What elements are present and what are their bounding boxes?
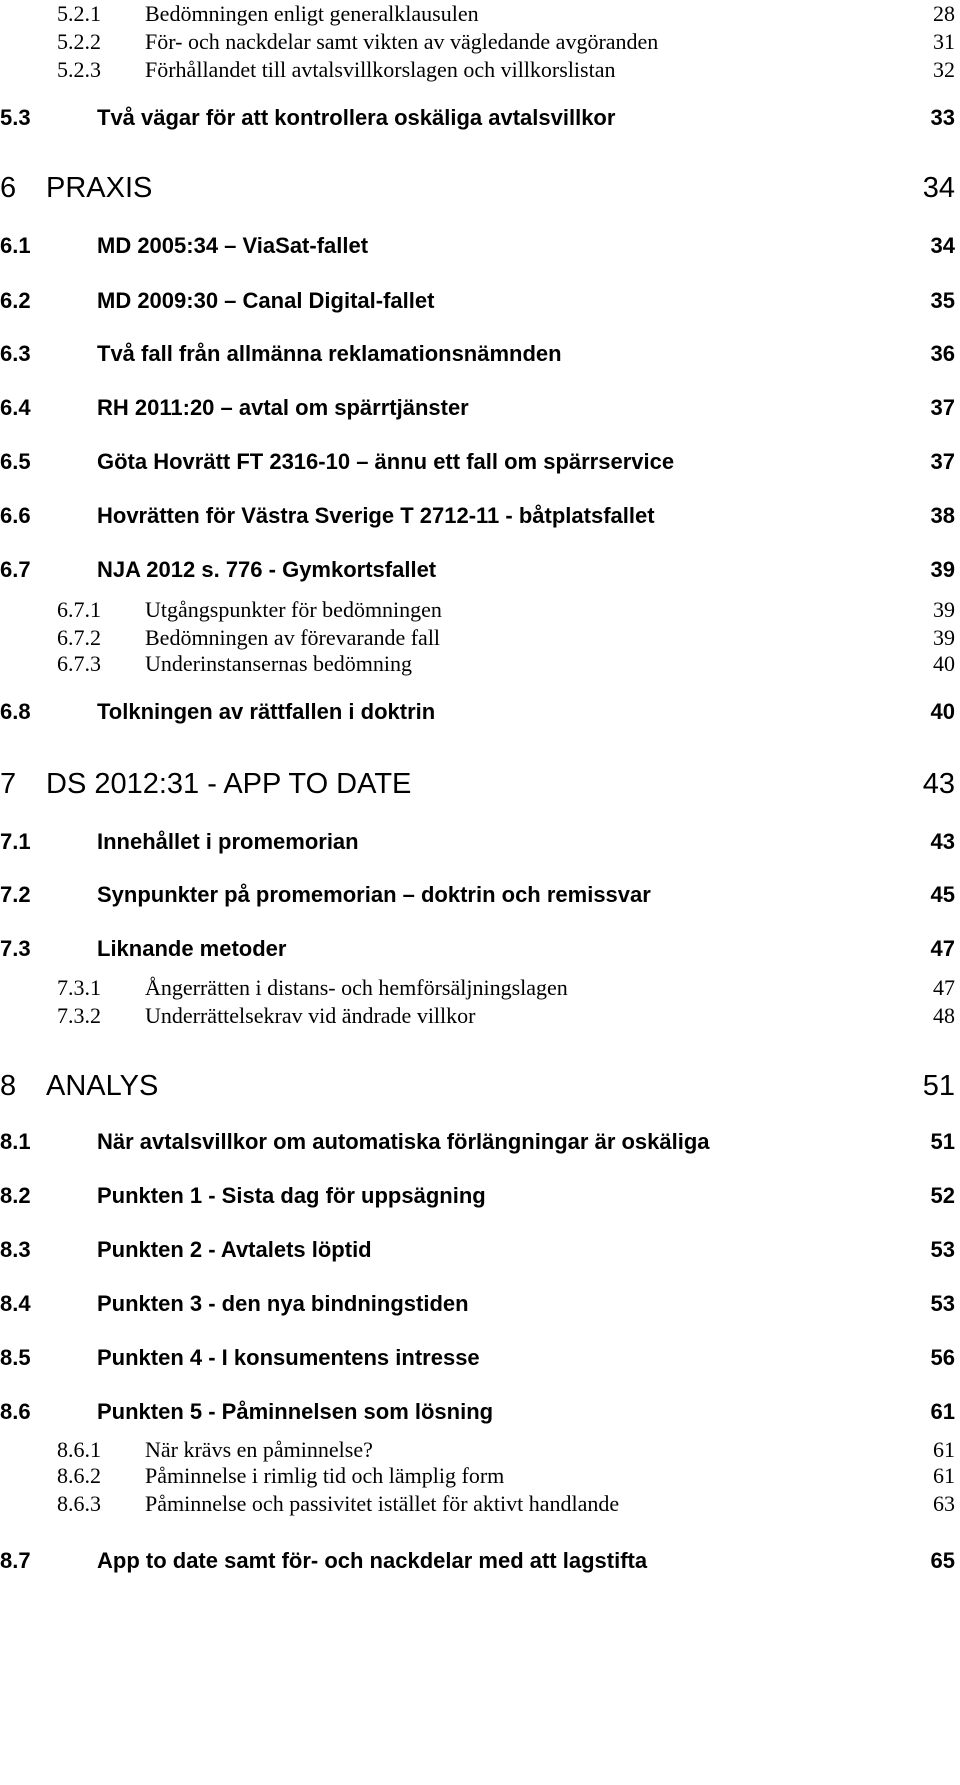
toc-entry-title: App to date samt för- och nackdelar med att lagstifta — [97, 1548, 648, 1573]
toc-entry[interactable] — [0, 338, 960, 370]
toc-entry-page: 35 — [930, 288, 955, 313]
toc-entry[interactable] — [0, 624, 960, 652]
toc-entry-page: 45 — [930, 882, 955, 907]
toc-entry[interactable] — [0, 696, 960, 728]
toc-entry[interactable] — [0, 1066, 960, 1106]
toc-entry[interactable] — [0, 168, 960, 208]
toc-entry-page: 51 — [930, 1129, 955, 1154]
toc-entry[interactable] — [0, 1396, 960, 1428]
toc-entry[interactable] — [0, 826, 960, 858]
toc-entry-page: 51 — [922, 1070, 955, 1102]
toc-entry-title: DS 2012:31 - APP TO DATE — [46, 768, 412, 800]
toc-entry-title: NJA 2012 s. 776 - Gymkortsfallet — [97, 557, 437, 582]
toc-entry-title: Punkten 4 - I konsumentens intresse — [97, 1345, 480, 1370]
toc-entry[interactable] — [0, 1002, 960, 1030]
toc-entry-page: 39 — [933, 625, 955, 650]
toc-entry-number: 8.6.3 — [57, 1491, 101, 1516]
toc-entry-title: För- och nackdelar samt vikten av vägledande avgöranden — [145, 29, 659, 54]
toc-entry-page: 48 — [933, 1003, 955, 1028]
toc-entry-number: 5.2.2 — [57, 29, 101, 54]
toc-entry-title: Liknande metoder — [97, 936, 287, 961]
toc-entry-title: Utgångspunkter för bedömningen — [145, 597, 442, 622]
toc-entry-number: 7.1 — [0, 829, 31, 854]
toc-entry-page: 56 — [930, 1345, 955, 1370]
toc-entry-title: Påminnelse i rimlig tid och lämplig form — [145, 1463, 505, 1488]
toc-entry-number: 5.2.3 — [57, 57, 101, 82]
toc-entry-number: 7.3.1 — [57, 975, 101, 1000]
toc-entry[interactable] — [0, 764, 960, 804]
toc-entry-number: 8 — [0, 1070, 17, 1102]
toc-entry-title: Göta Hovrätt FT 2316-10 – ännu ett fall om spärrservice — [97, 449, 675, 474]
toc-entry-number: 7.3 — [0, 936, 31, 961]
toc-entry-number: 8.5 — [0, 1345, 31, 1370]
toc-entry-number: 8.2 — [0, 1183, 31, 1208]
toc-entry-page: 31 — [933, 29, 955, 54]
toc-entry-page: 47 — [933, 975, 955, 1000]
toc-entry-title: Två vägar för att kontrollera oskäliga avtalsvillkor — [97, 105, 616, 130]
toc-entry-title: Två fall från allmänna reklamationsnämnden — [97, 341, 562, 366]
toc-entry-page: 43 — [922, 768, 955, 800]
toc-entry[interactable] — [0, 1126, 960, 1158]
toc-entry[interactable] — [0, 1490, 960, 1518]
toc-entry-page: 37 — [930, 449, 955, 474]
toc-entry[interactable] — [0, 1462, 960, 1490]
toc-entry-page: 61 — [933, 1463, 955, 1488]
toc-entry-page: 39 — [930, 557, 955, 582]
toc-entry-page: 43 — [930, 829, 955, 854]
toc-entry-title: Innehållet i promemorian — [97, 829, 359, 854]
toc-entry-number: 8.6.1 — [57, 1437, 101, 1462]
toc-entry[interactable] — [0, 879, 960, 911]
toc-entry[interactable] — [0, 1234, 960, 1266]
toc-entry[interactable] — [0, 1545, 960, 1577]
toc-entry-page: 33 — [930, 105, 955, 130]
toc-entry[interactable] — [0, 1180, 960, 1212]
toc-entry-number: 8.6 — [0, 1399, 31, 1424]
toc-entry-number: 8.6.2 — [57, 1463, 101, 1488]
toc-entry-number: 7 — [0, 768, 17, 800]
toc-entry-page: 28 — [933, 1, 955, 26]
toc-entry-number: 6.5 — [0, 449, 31, 474]
toc-entry-number: 6.4 — [0, 395, 31, 420]
toc-entry-page: 34 — [922, 172, 955, 204]
toc-entry-number: 6.1 — [0, 233, 31, 258]
toc-entry[interactable] — [0, 285, 960, 317]
toc-entry-number: 8.1 — [0, 1129, 31, 1154]
toc-entry-title: Punkten 5 - Påminnelsen som lösning — [97, 1399, 494, 1424]
toc-entry-page: 53 — [930, 1237, 955, 1262]
toc-entry-number: 7.3.2 — [57, 1003, 101, 1028]
toc-entry-number: 6.8 — [0, 699, 31, 724]
toc-entry-number: 5.2.1 — [57, 1, 101, 26]
toc-entry-title: När avtalsvillkor om automatiska förlängningar är oskäliga — [97, 1129, 710, 1154]
toc-entry-title: Påminnelse och passivitet istället för aktivt handlande — [145, 1491, 620, 1516]
toc-entry[interactable] — [0, 1288, 960, 1320]
toc-entry-number: 6.3 — [0, 341, 31, 366]
toc-entry-title: ANALYS — [46, 1070, 159, 1102]
toc-entry-page: 39 — [933, 597, 955, 622]
toc-entry-number: 6.7.3 — [57, 651, 101, 676]
toc-entry-number: 8.7 — [0, 1548, 31, 1573]
toc-entry-title: Underrättelsekrav vid ändrade villkor — [145, 1003, 476, 1028]
toc-entry[interactable] — [0, 596, 960, 624]
toc-entry[interactable] — [0, 28, 960, 56]
toc-entry-title: När krävs en påminnelse? — [145, 1437, 373, 1462]
toc-entry[interactable] — [0, 933, 960, 965]
toc-entry-page: 34 — [930, 233, 955, 258]
toc-entry[interactable] — [0, 392, 960, 424]
toc-entry-title: Tolkningen av rättfallen i doktrin — [97, 699, 436, 724]
toc-entry-number: 6.6 — [0, 503, 31, 528]
toc-entry-page: 37 — [930, 395, 955, 420]
toc-entry-number: 7.2 — [0, 882, 31, 907]
toc-entry-number: 8.3 — [0, 1237, 31, 1262]
toc-entry-page: 40 — [930, 699, 955, 724]
toc-entry-page: 61 — [930, 1399, 955, 1424]
toc-entry-number: 6 — [0, 172, 17, 204]
toc-entry[interactable] — [0, 446, 960, 478]
toc-entry-number: 8.4 — [0, 1291, 31, 1316]
toc-entry-title: Hovrätten för Västra Sverige T 2712-11 - båtplatsfallet — [97, 503, 655, 528]
toc-entry[interactable] — [0, 1436, 960, 1464]
toc-entry-page: 63 — [933, 1491, 955, 1516]
toc-entry[interactable] — [0, 500, 960, 532]
toc-entry[interactable] — [0, 650, 960, 678]
toc-entry-title: PRAXIS — [46, 172, 153, 204]
toc-entry-title: Synpunkter på promemorian – doktrin och remissvar — [97, 882, 651, 907]
toc-entry-page: 65 — [930, 1548, 955, 1573]
toc-entry-page: 52 — [930, 1183, 955, 1208]
toc-entry-page: 53 — [930, 1291, 955, 1316]
toc-entry-title: Bedömningen enligt generalklausulen — [145, 1, 479, 26]
toc-entry-title: RH 2011:20 – avtal om spärrtjänster — [97, 395, 469, 420]
toc-entry-number: 6.7 — [0, 557, 31, 582]
toc-entry-page: 61 — [933, 1437, 955, 1462]
toc-entry-title: Underinstansernas bedömning — [145, 651, 412, 676]
toc-entry[interactable] — [0, 1342, 960, 1374]
toc-entry-number: 6.7.2 — [57, 625, 101, 650]
toc-entry-title: Bedömningen av förevarande fall — [145, 625, 441, 650]
toc-entry-title: Punkten 1 - Sista dag för uppsägning — [97, 1183, 486, 1208]
toc-entry-number: 6.2 — [0, 288, 31, 313]
toc-entry[interactable] — [0, 230, 960, 262]
toc-entry-page: 47 — [930, 936, 955, 961]
toc-entry-number: 6.7.1 — [57, 597, 101, 622]
toc-entry-title: Punkten 3 - den nya bindningstiden — [97, 1291, 469, 1316]
toc-entry-title: MD 2005:34 – ViaSat-fallet — [97, 233, 369, 258]
toc-entry[interactable] — [0, 0, 960, 28]
toc-entry-title: Punkten 2 - Avtalets löptid — [97, 1237, 372, 1262]
toc-entry-page: 36 — [930, 341, 955, 366]
toc-entry-page: 38 — [930, 503, 955, 528]
toc-entry-page: 40 — [933, 651, 955, 676]
toc-entry[interactable] — [0, 554, 960, 586]
toc-entry[interactable] — [0, 102, 960, 134]
toc-entry-title: Förhållandet till avtalsvillkorslagen och villkorslistan — [145, 57, 616, 82]
toc-entry-title: Ångerrätten i distans- och hemförsäljningslagen — [145, 975, 568, 1000]
toc-entry[interactable] — [0, 974, 960, 1002]
toc-entry-number: 5.3 — [0, 105, 31, 130]
toc-entry[interactable] — [0, 56, 960, 84]
toc-entry-page: 32 — [933, 57, 955, 82]
toc-entry-title: MD 2009:30 – Canal Digital-fallet — [97, 288, 435, 313]
